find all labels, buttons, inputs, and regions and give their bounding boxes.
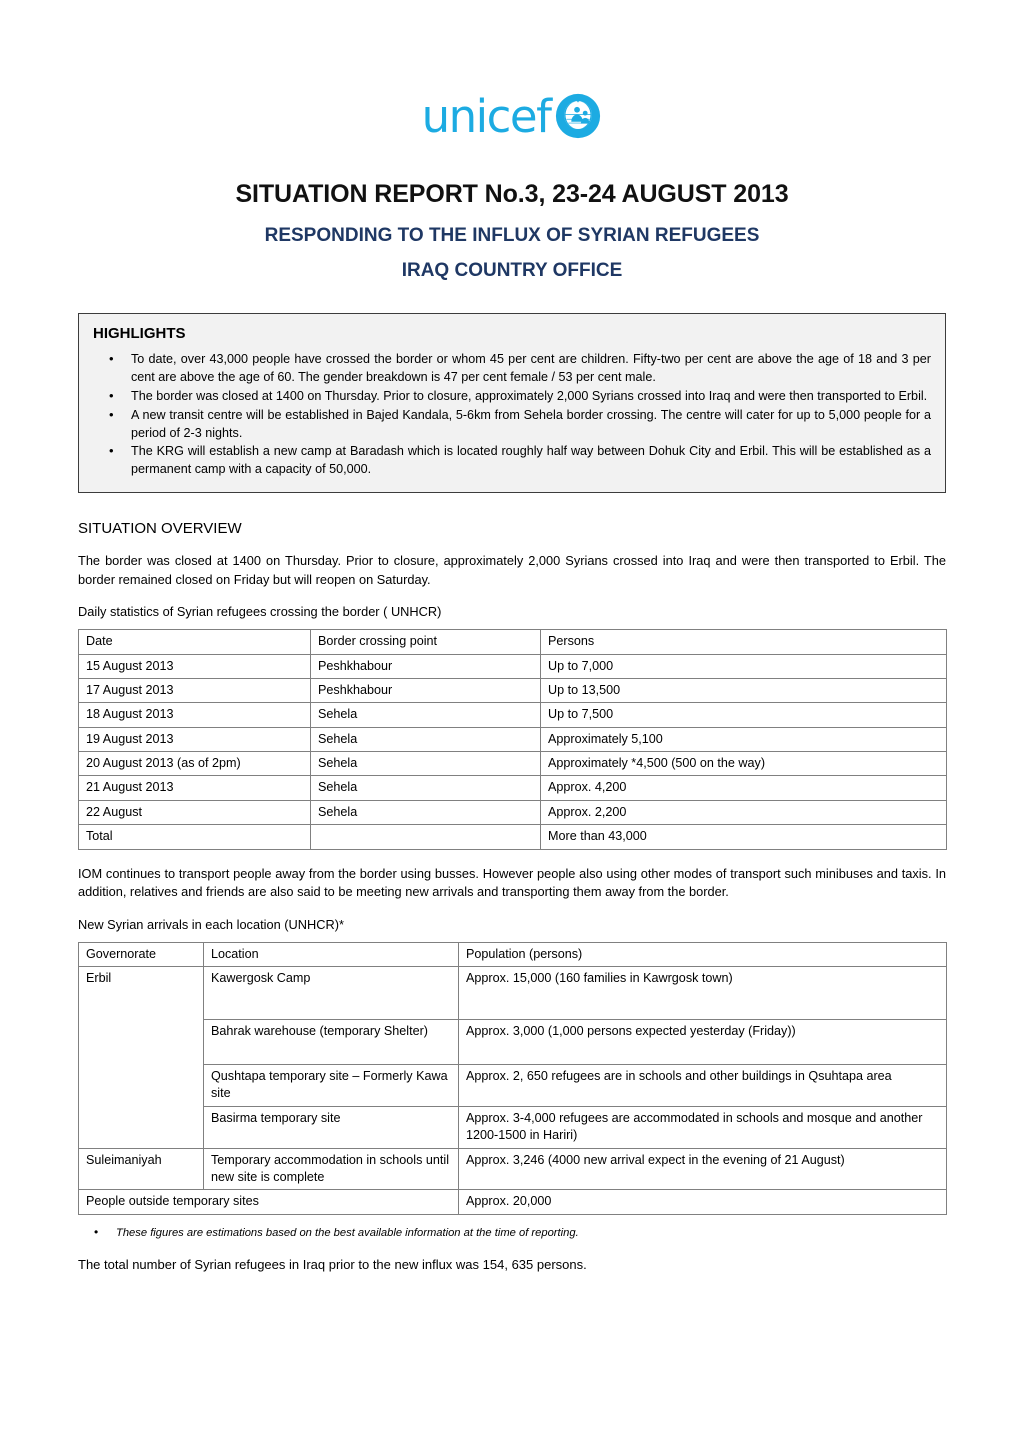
cell-population: Approx. 3-4,000 refugees are accommodated in schools and mosque and another 1200-1500 in Hariri) (459, 1106, 947, 1148)
cell-crossing: Peshkhabour (311, 678, 541, 702)
border-crossings-table (78, 629, 947, 849)
highlight-item: • The border was closed at 1400 on Thursday. Prior to closure, approximately 2,000 Syrians crossed into Iraq and were then transported to Erbil. (93, 388, 931, 406)
cell-location: Kawergosk Camp (204, 967, 459, 1020)
column-header: Governorate (79, 942, 204, 966)
cell-location: Temporary accommodation in schools until new site is complete (204, 1148, 459, 1190)
table-row (79, 1106, 947, 1148)
cell-population: Approx. 3,000 (1,000 persons expected yesterday (Friday)) (459, 1020, 947, 1065)
highlights-list (93, 351, 931, 479)
iom-paragraph: IOM continues to transport people away from the border using busses. However people also using other modes of transport such minibuses and taxis. In addition, relatives and friends are also said to be meeting new arrivals and transporting them away from the border. (78, 865, 946, 900)
cell-date: 15 August 2013 (79, 654, 311, 678)
cell-outside-population: Approx. 20,000 (459, 1190, 947, 1214)
table-footer-row (79, 1190, 947, 1214)
cell-crossing: Sehela (311, 703, 541, 727)
cell-persons: Approximately *4,500 (500 on the way) (541, 752, 947, 776)
cell-crossing: Sehela (311, 727, 541, 751)
table-header-row (79, 630, 947, 654)
cell-date: 18 August 2013 (79, 703, 311, 727)
cell-date: 19 August 2013 (79, 727, 311, 751)
unicef-wordmark: unicef (421, 89, 551, 143)
report-subtitle-2: IRAQ COUNTRY OFFICE (401, 260, 623, 281)
table-row (79, 654, 947, 678)
cell-persons: Up to 13,500 (541, 678, 947, 702)
table-row (79, 1065, 947, 1107)
column-header: Location (204, 942, 459, 966)
cell-crossing: Sehela (311, 752, 541, 776)
table-row (79, 1148, 947, 1190)
cell-persons: Approx. 4,200 (541, 776, 947, 800)
table-row (79, 678, 947, 702)
table-row (79, 967, 947, 1020)
cell-population: Approx. 3,246 (4000 new arrival expect in the evening of 21 August) (459, 1148, 947, 1190)
column-header: Date (79, 630, 311, 654)
table2-caption: New Syrian arrivals in each location (UNHCR)* (78, 916, 344, 932)
cell-location: Qushtapa temporary site – Formerly Kawa site (204, 1065, 459, 1107)
table1-caption: Daily statistics of Syrian refugees crossing the border ( UNHCR) (78, 604, 442, 620)
cell-persons: Up to 7,000 (541, 654, 947, 678)
report-title: SITUATION REPORT No.3, 23-24 AUGUST 2013 (235, 180, 789, 208)
situation-overview-heading: SITUATION OVERVIEW (78, 520, 242, 538)
table-row (79, 776, 947, 800)
table-row (79, 752, 947, 776)
report-subtitle-1: RESPONDING TO THE INFLUX OF SYRIAN REFUGEES (264, 225, 760, 246)
situation-overview-paragraph-1: The border was closed at 1400 on Thursday. Prior to closure, approximately 2,000 Syrians crossed into Iraq and were then transported to Erbil. The border remained closed on Friday but will reopen on Saturday. (78, 553, 946, 587)
cell-date: 17 August 2013 (79, 678, 311, 702)
cell-crossing: Sehela (311, 776, 541, 800)
cell-location: Bahrak warehouse (temporary Shelter) (204, 1020, 459, 1065)
table-row (79, 800, 947, 824)
cell-total-persons: More than 43,000 (541, 825, 947, 849)
cell-total-label: Total (79, 825, 311, 849)
cell-date: 22 August (79, 800, 311, 824)
column-header: Persons (541, 630, 947, 654)
cell-crossing: Peshkhabour (311, 654, 541, 678)
total-refugees-line: The total number of Syrian refugees in Iraq prior to the new influx was 154, 635 persons. (78, 1257, 587, 1273)
table-row (79, 727, 947, 751)
cell-governorate: Suleimaniyah (79, 1148, 204, 1190)
cell-date: 21 August 2013 (79, 776, 311, 800)
cell-location: Basirma temporary site (204, 1106, 459, 1148)
footnote-item: • These figures are estimations based on the best available information at the time of reporting. (78, 1226, 946, 1242)
cell-governorate: Erbil (79, 967, 204, 1149)
unicef-logo (78, 0, 946, 144)
table-row (79, 1020, 947, 1065)
highlights-heading: HIGHLIGHTS (93, 325, 186, 342)
unicef-emblem-icon (554, 92, 602, 140)
cell-crossing (311, 825, 541, 849)
cell-persons: Approx. 2,200 (541, 800, 947, 824)
highlight-item: • The KRG will establish a new camp at Baradash which is located roughly half way between Dohuk City and Erbil. This will be established as a permanent camp with a capacity of 50,000. (93, 443, 931, 479)
new-arrivals-table (78, 942, 947, 1215)
highlight-item: • A new transit centre will be established in Bajed Kandala, 5-6km from Sehela border crossing. The centre will cater for up to 5,000 people for a period of 2-3 nights. (93, 407, 931, 443)
table-row (79, 703, 947, 727)
cell-population: Approx. 15,000 (160 families in Kawrgosk town) (459, 967, 947, 1020)
column-header: Border crossing point (311, 630, 541, 654)
highlight-item: • To date, over 43,000 people have crossed the border or whom 45 per cent are children. Fifty-two per cent are above the age of 18 and 3 per cent are above the age of 60. The gender breakdown is 47 per cent female / 53 per cent male. (93, 351, 931, 387)
highlights-box (78, 313, 946, 493)
table-total-row (79, 825, 947, 849)
cell-persons: Up to 7,500 (541, 703, 947, 727)
column-header: Population (persons) (459, 942, 947, 966)
cell-crossing: Sehela (311, 800, 541, 824)
cell-date: 20 August 2013 (as of 2pm) (79, 752, 311, 776)
cell-outside-label: People outside temporary sites (79, 1190, 459, 1214)
footnote-list (78, 1226, 946, 1242)
cell-population: Approx. 2, 650 refugees are in schools and other buildings in Qsuhtapa area (459, 1065, 947, 1107)
table-header-row (79, 942, 947, 966)
cell-persons: Approximately 5,100 (541, 727, 947, 751)
